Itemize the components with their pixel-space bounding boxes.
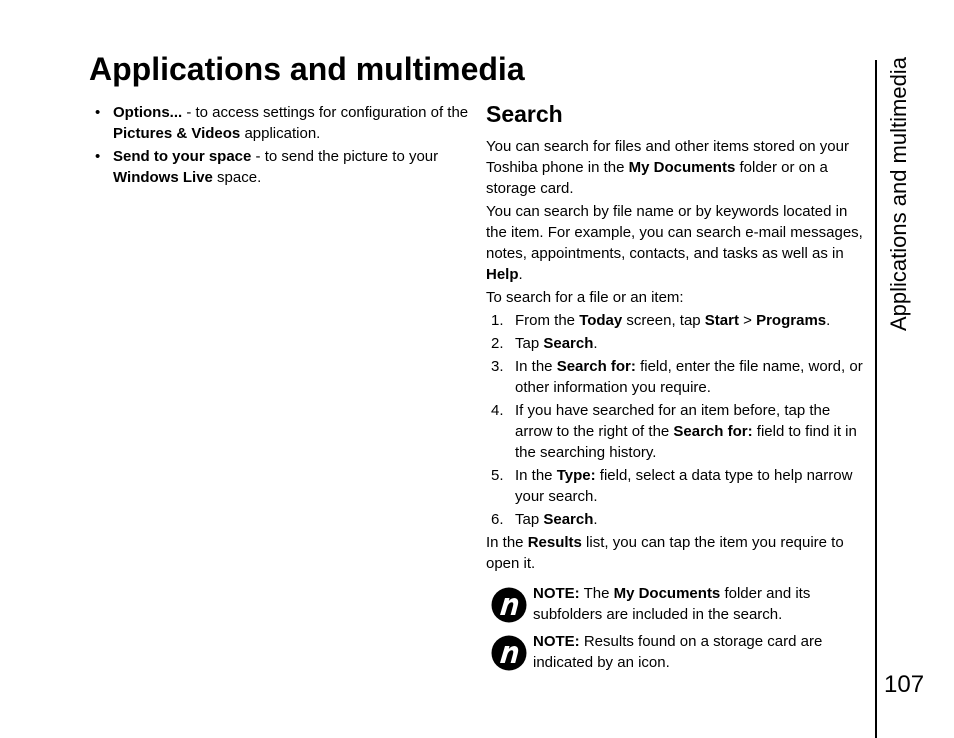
text: screen, tap bbox=[622, 312, 705, 329]
bold-term: Type: bbox=[556, 467, 596, 484]
text: . bbox=[593, 511, 598, 528]
bullet-term: Pictures & Videos bbox=[113, 125, 241, 142]
bullet-text: - to access settings for configuration of the bbox=[182, 104, 469, 121]
bullet-options bbox=[95, 102, 475, 144]
section-heading: Search bbox=[486, 101, 563, 127]
text: field, select a data type to help narrow your search. bbox=[515, 467, 853, 505]
text: The bbox=[579, 585, 614, 602]
bold-term: Search bbox=[543, 511, 594, 528]
step-item bbox=[486, 509, 866, 530]
left-column bbox=[95, 102, 475, 190]
step-number: 6. bbox=[491, 511, 504, 528]
bold-term: Today bbox=[579, 312, 623, 329]
text: > bbox=[738, 312, 757, 329]
text: If you have searched for an item before, tap the arrow to the right of the bbox=[515, 402, 831, 440]
note-icon bbox=[491, 587, 527, 623]
paragraph: To search for a file or an item: bbox=[486, 289, 684, 306]
text: field to find it in the searching history. bbox=[515, 423, 857, 461]
text: In the bbox=[515, 467, 557, 484]
text: In the bbox=[486, 534, 528, 551]
bullet-text: space. bbox=[212, 169, 262, 186]
bold-term: My Documents bbox=[613, 585, 721, 602]
bullet-marker: • bbox=[95, 148, 101, 165]
bold-term: Search bbox=[543, 335, 594, 352]
bullet-text: application. bbox=[240, 125, 321, 142]
note-label: NOTE: bbox=[533, 585, 580, 602]
bold-term: Start bbox=[704, 312, 739, 329]
note-icon bbox=[491, 635, 527, 671]
step-number: 1. bbox=[491, 312, 504, 329]
step-number: 2. bbox=[491, 335, 504, 352]
bullet-marker: • bbox=[95, 104, 101, 121]
note-label: NOTE: bbox=[533, 633, 580, 650]
step-item bbox=[486, 333, 866, 354]
text: You can search for files and other items stored on your Toshiba phone in the bbox=[486, 138, 849, 176]
paragraph bbox=[486, 532, 866, 574]
bold-term: Search for: bbox=[556, 358, 636, 375]
bold-term: Results bbox=[527, 534, 582, 551]
steps-list bbox=[486, 310, 866, 530]
text: Tap bbox=[515, 511, 544, 528]
text: In the bbox=[515, 358, 557, 375]
bullet-term: Windows Live bbox=[113, 169, 213, 186]
step-item bbox=[486, 356, 866, 398]
search-section bbox=[486, 100, 866, 679]
bullet-term: Options... bbox=[113, 104, 183, 121]
bullet-text: - to send the picture to your bbox=[251, 148, 439, 165]
text: . bbox=[518, 266, 523, 283]
text: folder or on a storage card. bbox=[486, 159, 828, 197]
step-number: 3. bbox=[491, 358, 504, 375]
step-item bbox=[486, 400, 866, 463]
text: . bbox=[826, 312, 831, 329]
text: You can search by file name or by keywords located in the item. For example, you can search e-mail messages, notes, appointments, contacts, and tasks as well as in bbox=[486, 203, 863, 262]
notes bbox=[486, 583, 866, 673]
text: Tap bbox=[515, 335, 544, 352]
text: Results found on a storage card are indicated by an icon. bbox=[533, 633, 823, 671]
bullet-send-to-space bbox=[95, 146, 475, 188]
text: folder and its subfolders are included in the search. bbox=[533, 585, 811, 623]
chapter-side-label: Applications and multimedia bbox=[886, 57, 911, 331]
side-rule bbox=[875, 60, 877, 738]
bold-term: Help bbox=[486, 266, 519, 283]
note bbox=[486, 583, 866, 625]
note bbox=[486, 631, 866, 673]
bold-term: Search for: bbox=[673, 423, 753, 440]
bold-term: My Documents bbox=[628, 159, 736, 176]
step-item bbox=[486, 465, 866, 507]
step-item bbox=[486, 310, 866, 331]
page-number: 107 bbox=[884, 671, 925, 698]
page-title: Applications and multimedia bbox=[89, 51, 525, 87]
text: field, enter the file name, word, or other information you require. bbox=[515, 358, 863, 396]
text: list, you can tap the item you require to open it. bbox=[486, 534, 844, 572]
step-number: 5. bbox=[491, 467, 504, 484]
text: . bbox=[593, 335, 598, 352]
paragraph bbox=[486, 136, 866, 199]
bold-term: Programs bbox=[756, 312, 827, 329]
bullet-term: Send to your space bbox=[113, 148, 252, 165]
step-number: 4. bbox=[491, 402, 504, 419]
text: From the bbox=[515, 312, 580, 329]
paragraph bbox=[486, 201, 866, 285]
